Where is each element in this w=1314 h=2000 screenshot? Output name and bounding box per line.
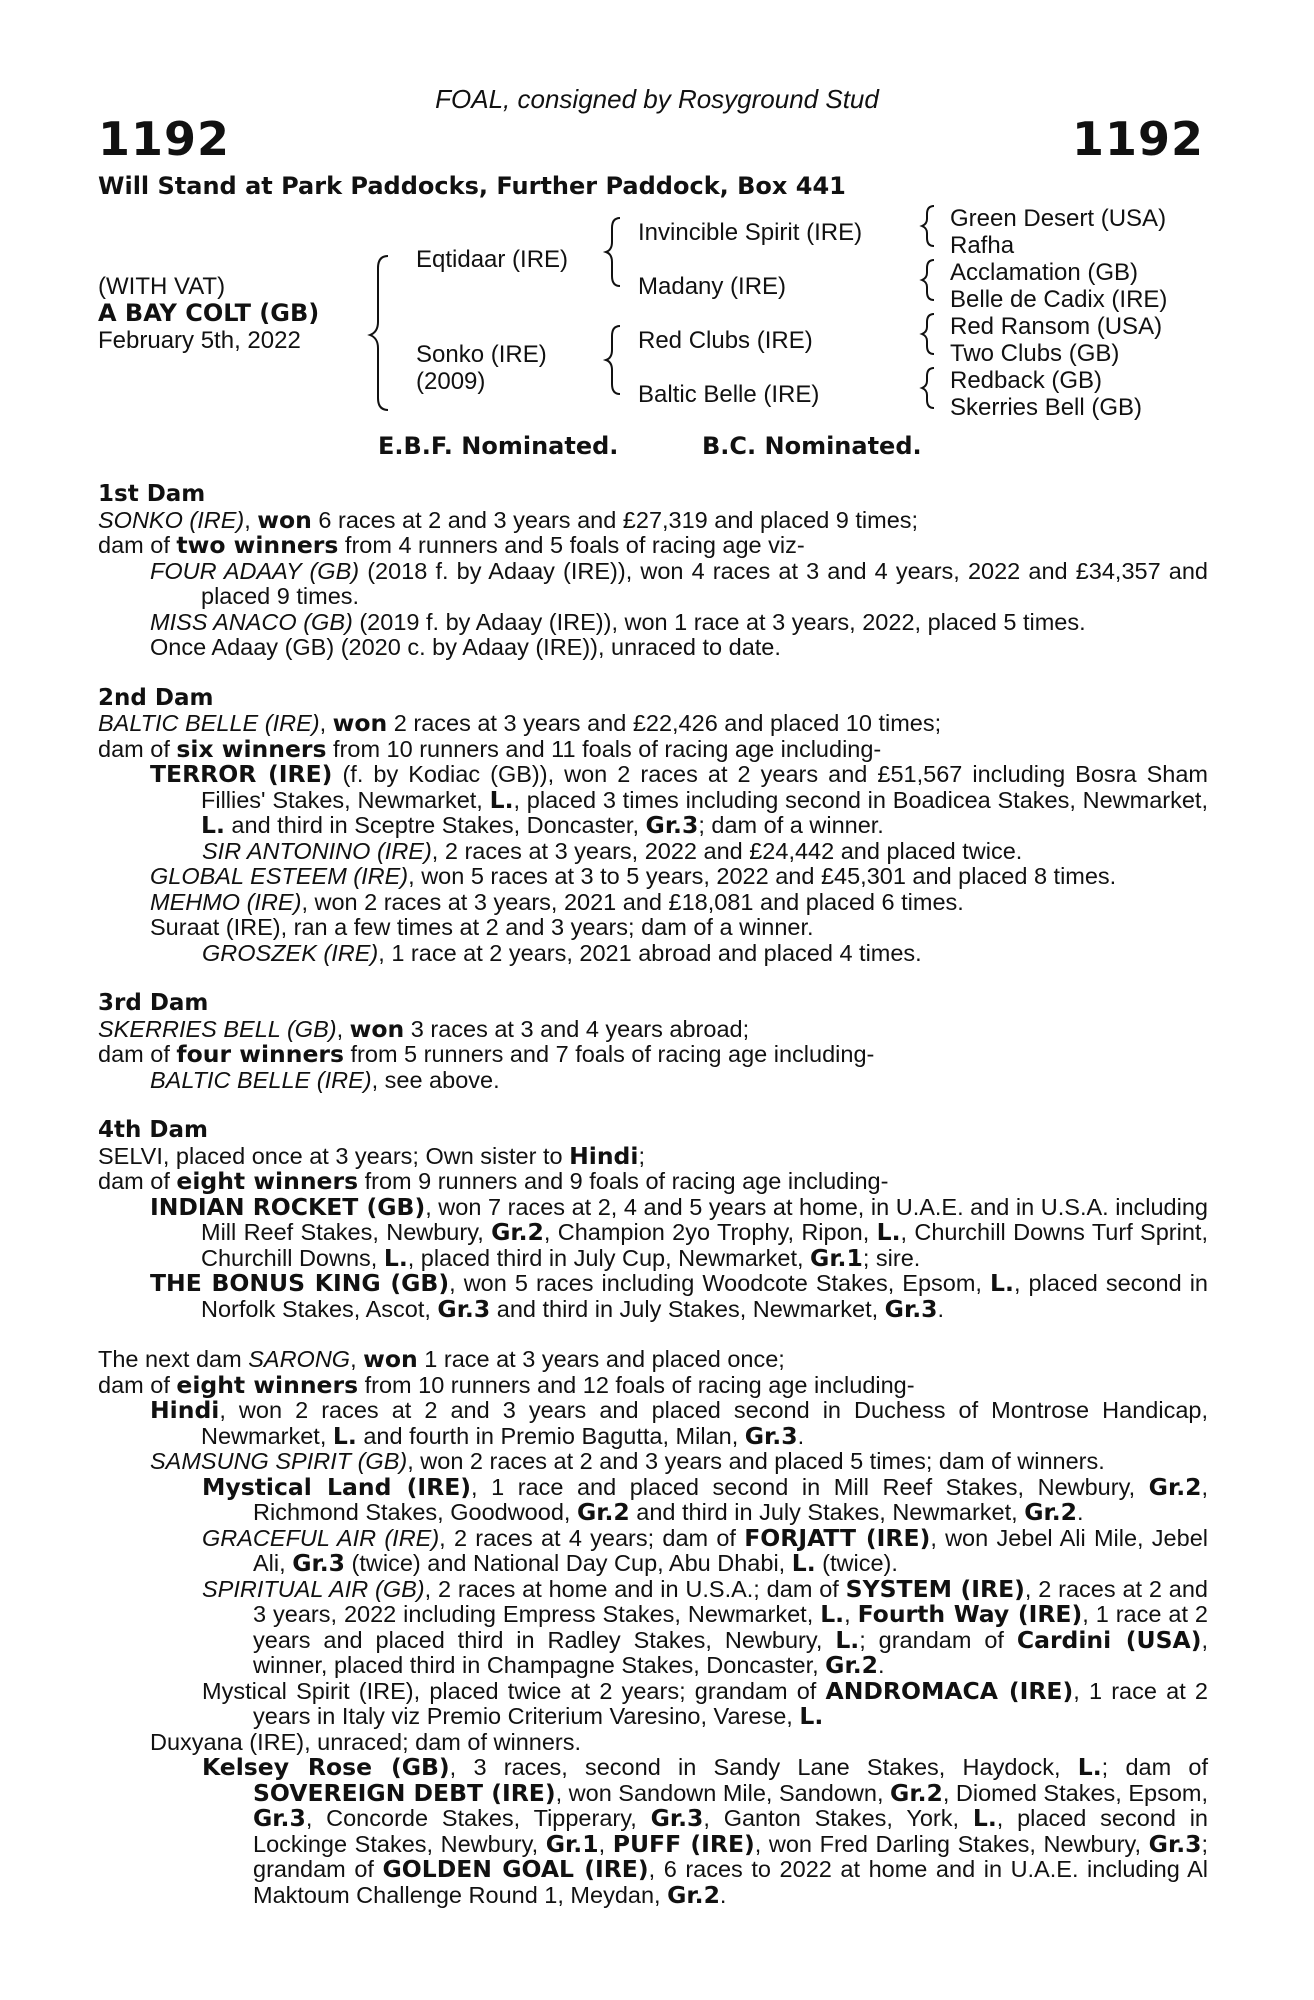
listed-mark: L. — [489, 785, 514, 814]
text: . — [877, 1652, 885, 1678]
text: , Champion 2yo Trophy, Ripon, — [543, 1219, 877, 1245]
group-mark: Gr.3 — [292, 1549, 345, 1577]
dam-year: (2009) — [416, 368, 486, 395]
text: dam of — [98, 1371, 177, 1398]
produce-entry — [98, 1676, 1208, 1730]
produce-entry — [98, 941, 1208, 967]
listed-mark: L. — [791, 1549, 816, 1577]
dam-sire: Red Clubs (IRE) — [638, 327, 813, 354]
group-mark: Gr.3 — [744, 1421, 798, 1450]
sire-sire: Invincible Spirit (IRE) — [638, 219, 863, 246]
text: , 2 races at home and in U.S.A.; dam of — [424, 1575, 846, 1602]
text: , won 2 races at 3 years, 2021 and £18,081 and placed 6 times. — [301, 888, 964, 915]
text: from 9 runners and 9 foals of racing age including- — [358, 1168, 889, 1194]
produce-entry — [98, 762, 1208, 839]
produce-entry — [98, 1068, 1208, 1094]
text: , winner, placed third in Champagne Stakes, Doncaster, — [253, 1626, 1208, 1678]
dam-record: 3 races at 3 and 4 years abroad; — [404, 1015, 750, 1042]
text: , won 7 races at 2, 4 and 5 years at home, in U.A.E. and in U.S.A. including Mill Reef Stakes, Newbury, — [201, 1193, 1208, 1245]
text: , won 2 races at 2 and 3 years and placed 5 times; dam of winners. — [407, 1448, 1105, 1474]
listed-mark: L. — [1077, 1753, 1102, 1781]
listed-mark: L. — [876, 1218, 901, 1246]
second-dam-section: 2nd Dam BALTIC BELLE (IRE), won 2 races at 3 years and £22,426 and placed 10 times; dam of six winners from 10 runners and 11 foals of racing age including- TERROR (IRE) (f. by Kodiac (GB)), won 2 races at 2 years and £51,567 including Bosra Sham Fillies' Stakes, Newmarket, L., placed 3 times including second in Boadicea Stakes, Newmarket, L. and third in Sceptre Stakes, Doncaster, Gr.3; dam of a winner. SIR ANTONINO (IRE), 2 races at 3 years, 2022 and £24,442 and placed twice. GLOBAL ESTEEM (IRE), won 5 races at 3 to 5 years, 2022 and £45,301 and placed 8 times. MEHMO (IRE), won 2 races at 3 years, 2021 and £18,081 and placed 6 times. Suraat (IRE), ran a few times at 2 and 3 years; dam of a winner. GROSZEK (IRE), 1 race at 2 years, 2021 abroad and placed 4 times. — [98, 684, 1208, 966]
horse-name: FORJATT (IRE) — [744, 1523, 931, 1552]
group-mark: Gr.3 — [437, 1294, 491, 1323]
text: and third in July Stakes, Newmarket, — [490, 1295, 885, 1322]
text: , won Jebel Ali Mile, Jebel Ali, — [253, 1524, 1208, 1576]
produce-entry — [98, 1271, 1208, 1322]
vat-note: (WITH VAT) — [98, 273, 226, 300]
text: and third in July Stakes, Newmarket, — [629, 1499, 1025, 1525]
group-mark: Gr.2 — [576, 1498, 630, 1526]
horse-name: SYSTEM (IRE) — [845, 1574, 1025, 1603]
text: , 1 race at 2 years and placed third in Radley Stakes, Newbury, — [253, 1601, 1208, 1653]
text: The next dam — [98, 1346, 249, 1372]
group-mark: Gr.3 — [645, 811, 699, 839]
text: , won 2 races at 2 and 3 years and placed second in Duchess of Montrose Handicap, Newmarket, — [201, 1397, 1208, 1449]
produce-entry: Once Adaay (GB) (2020 c. by Adaay (IRE)), unraced to date. — [150, 634, 781, 660]
group-mark: Gr.1 — [810, 1243, 863, 1272]
horse-name: Fourth Way (IRE) — [857, 1600, 1083, 1628]
winners-count: four winners — [176, 1040, 344, 1068]
produce-entry — [98, 1449, 1208, 1475]
fourth-dam-section — [98, 1118, 1208, 1322]
lot-title: A BAY COLT (GB) — [98, 299, 320, 327]
text: ; grandam of — [859, 1626, 1017, 1653]
listed-mark: L. — [835, 1625, 860, 1654]
horse-name: ANDROMACA (IRE) — [825, 1676, 1074, 1705]
group-mark: Gr.3 — [884, 1294, 938, 1323]
produce-entry: Duxyana (IRE), unraced; dam of winners. — [150, 1728, 582, 1755]
produce-entry — [98, 890, 1208, 916]
group-mark: Gr.2 — [1148, 1472, 1202, 1501]
stand-location: Will Stand at Park Paddocks, Further Paddock, Box 441 — [98, 172, 846, 200]
produce-entry — [98, 1574, 1208, 1679]
text: , won 5 races including Woodcote Stakes, Epsom, — [449, 1270, 991, 1296]
group-mark: Gr.2 — [667, 1880, 720, 1909]
gg-2: Rafha — [950, 232, 1015, 259]
text: , — [350, 1346, 364, 1372]
lot-number-right: 1192 — [1071, 112, 1204, 166]
horse-name: INDIAN ROCKET (GB) — [150, 1192, 426, 1221]
text: , Ganton Stakes, York, — [703, 1805, 973, 1831]
text: , 1 race at 2 years in Italy viz Premio Criterium Varesino, Varese, — [253, 1677, 1208, 1729]
horse-name: MEHMO (IRE) — [150, 888, 302, 915]
text: , placed second in Norfolk Stakes, Ascot, — [201, 1270, 1209, 1322]
dam: Sonko (IRE) — [416, 341, 547, 368]
won-label: won — [257, 505, 312, 534]
section-title: 1st Dam — [98, 481, 206, 507]
gg-3: Acclamation (GB) — [950, 259, 1139, 286]
text: . — [797, 1422, 805, 1449]
text: ; sire. — [862, 1244, 921, 1271]
text: , see above. — [371, 1066, 500, 1093]
group-mark: Gr.2 — [1024, 1498, 1078, 1526]
group-mark: Gr.1 — [545, 1829, 599, 1858]
produce-entry — [98, 839, 1208, 865]
text: from 10 runners and 12 foals of racing age including- — [358, 1371, 915, 1398]
text: dam of — [98, 735, 177, 762]
text: (twice). — [815, 1550, 898, 1576]
horse-name: Cardini (USA) — [1016, 1625, 1202, 1654]
text: (twice) and National Day Cup, Abu Dhabi, — [345, 1550, 792, 1576]
text: (2019 f. by Adaay (IRE)), won 1 race at 3 years, 2022, placed 5 times. — [352, 608, 1086, 635]
text: Mystical Spirit (IRE), placed twice at 2 years; grandam of — [202, 1677, 826, 1704]
listed-mark: L. — [799, 1702, 824, 1730]
listed-mark: L. — [332, 1421, 357, 1450]
group-mark: Gr.3 — [650, 1804, 704, 1832]
text: dam of — [98, 1168, 177, 1194]
text: dam of — [98, 532, 177, 558]
gg-5: Red Ransom (USA) — [950, 313, 1163, 340]
winners-count: eight winners — [176, 1370, 359, 1399]
text: , placed second in Lockinge Stakes, Newbury, — [253, 1805, 1209, 1857]
gg-6: Two Clubs (GB) — [950, 340, 1120, 367]
bc-nomination: B.C. Nominated. — [702, 432, 922, 460]
horse-name: GROSZEK (IRE) — [202, 939, 379, 966]
won-label: won — [349, 1014, 405, 1043]
ebf-nomination: E.B.F. Nominated. — [378, 432, 619, 460]
winners-count: eight winners — [176, 1167, 359, 1195]
text: ; grandam of — [253, 1830, 1209, 1882]
produce-entry — [98, 1523, 1208, 1577]
gg-4: Belle de Cadix (IRE) — [950, 286, 1168, 313]
dam-name: BALTIC BELLE (IRE) — [98, 710, 320, 736]
produce-entry — [98, 1755, 1208, 1908]
text: , — [844, 1601, 858, 1627]
horse-name: GLOBAL ESTEEM (IRE) — [150, 863, 409, 889]
text: from 4 runners and 5 foals of racing age viz- — [338, 532, 805, 558]
won-label: won — [363, 1345, 418, 1373]
gg-1: Green Desert (USA) — [950, 205, 1167, 232]
text: , won 5 races at 3 to 5 years, 2022 and £45,301 and placed 8 times. — [408, 863, 1117, 889]
group-mark: Gr.2 — [890, 1778, 943, 1807]
dam-record: 1 race at 3 years and placed once; — [417, 1346, 785, 1372]
section-title: 4th Dam — [98, 1117, 208, 1143]
text: , Churchill Downs Turf Sprint, Churchill Downs, — [201, 1219, 1208, 1271]
text: from 5 runners and 7 foals of racing age including- — [344, 1041, 875, 1067]
produce-entry — [98, 1192, 1208, 1272]
text: , 2 races at 3 years, 2022 and £24,442 and placed twice. — [431, 837, 1023, 864]
horse-name: SPIRITUAL AIR (GB) — [202, 1575, 425, 1602]
text: dam of — [98, 1041, 177, 1067]
dam-record: 2 races at 3 years and £22,426 and placed 10 times; — [387, 710, 942, 736]
text: , won Sandown Mile, Sandown, — [555, 1779, 891, 1806]
dam-name: SONKO (IRE) — [98, 506, 245, 533]
group-mark: Gr.2 — [491, 1218, 544, 1246]
produce-entry — [98, 559, 1208, 610]
lot-number-left: 1192 — [98, 112, 231, 166]
text: , 3 races, second in Sandy Lane Stakes, Haydock, — [449, 1754, 1078, 1780]
listed-mark: L. — [820, 1600, 845, 1628]
section-title: 2nd Dam — [98, 684, 214, 711]
gg-8: Skerries Bell (GB) — [950, 394, 1143, 421]
text: . — [1077, 1499, 1084, 1525]
text: , — [598, 1830, 613, 1857]
text: (2018 f. by Adaay (IRE)), won 4 races at 3 and 4 years, 2022 and £34,357 and placed 9 times. — [201, 557, 1208, 609]
dam-record: 6 races at 2 and 3 years and £27,319 and placed 9 times; — [311, 506, 919, 533]
first-dam-section: 1st Dam SONKO (IRE), won 6 races at 2 and 3 years and £27,319 and placed 9 times; dam of two winners from 4 runners and 5 foals of racing age viz- FOUR ADAAY (GB) (2018 f. by Adaay (IRE)), won 4 races at 3 and 4 years, 2022 and £34,357 and placed 9 times. MISS ANACO (GB) (2019 f. by Adaay (IRE)), won 1 race at 3 years, 2022, placed 5 times. Once Adaay (GB) (2020 c. by Adaay (IRE)), unraced to date. — [98, 481, 1208, 660]
listed-mark: L. — [383, 1243, 408, 1272]
horse-name: TERROR (IRE) — [150, 760, 333, 788]
text: ; dam of — [1101, 1754, 1208, 1780]
gg-7: Redback (GB) — [950, 367, 1103, 394]
section-title: 3rd Dam — [98, 990, 209, 1016]
horse-name: Mystical Land (IRE) — [202, 1472, 471, 1501]
listed-mark: L. — [972, 1804, 997, 1832]
horse-name: SAMSUNG SPIRIT (GB) — [150, 1448, 408, 1474]
text: , 1 race at 2 years, 2021 abroad and placed 4 times. — [378, 939, 922, 966]
produce-entry — [98, 1472, 1209, 1526]
consignor-line: FOAL, consigned by Rosyground Stud — [435, 84, 879, 114]
text: (f. by Kodiac (GB)), won 2 races at 2 years and £51,567 including Bosra Sham Fillies' Stakes, Newmarket, — [201, 761, 1208, 813]
horse-name: SIR ANTONINO (IRE) — [202, 837, 432, 864]
group-mark: Gr.3 — [1148, 1829, 1202, 1858]
text: , 2 races at 4 years; dam of — [439, 1524, 745, 1551]
text: and fourth in Premio Bagutta, Milan, — [356, 1422, 745, 1449]
sire-dam: Madany (IRE) — [638, 273, 787, 300]
produce-entry — [98, 864, 1208, 890]
horse-name: GRACEFUL AIR (IRE) — [202, 1524, 440, 1551]
text: , 1 race and placed second in Mill Reef Stakes, Newbury, — [471, 1473, 1149, 1500]
text: from 10 runners and 11 foals of racing age including- — [326, 735, 882, 762]
listed-mark: L. — [201, 811, 225, 839]
won-label: won — [332, 709, 388, 737]
foaling-date: February 5th, 2022 — [98, 327, 301, 354]
horse-name: SOVEREIGN DEBT (IRE) — [253, 1778, 556, 1807]
horse-name: Kelsey Rose (GB) — [202, 1753, 450, 1781]
group-mark: Gr.3 — [253, 1804, 306, 1832]
sire: Eqtidaar (IRE) — [416, 246, 569, 273]
text: , 2 races at 2 and 3 years, 2022 including Empress Stakes, Newmarket, — [253, 1575, 1208, 1627]
text: , Concorde Stakes, Tipperary, — [305, 1805, 651, 1831]
produce-entry — [98, 1398, 1208, 1449]
horse-name: GOLDEN GOAL (IRE) — [382, 1855, 649, 1883]
text: , placed 3 times including second in Boadicea Stakes, Newmarket, — [513, 786, 1208, 813]
listed-mark: L. — [990, 1269, 1014, 1297]
text: and third in Sceptre Stakes, Doncaster, — [224, 812, 646, 838]
horse-name: Hindi — [150, 1396, 220, 1424]
next-dam-section — [98, 1347, 1208, 1908]
text: , 6 races to 2022 at home and in U.A.E. including Al Maktoum Challenge Round 1, Meydan, — [253, 1856, 1208, 1908]
text: ; — [638, 1142, 645, 1169]
dam-name: SARONG — [248, 1346, 351, 1372]
dam-dam: Baltic Belle (IRE) — [638, 381, 820, 408]
text: ; dam of a winner. — [698, 812, 884, 838]
dam-name: SKERRIES BELL (GB) — [98, 1015, 337, 1042]
horse-name: BALTIC BELLE (IRE) — [150, 1066, 372, 1093]
winners-count: six winners — [176, 734, 327, 763]
catalogue-body — [98, 482, 1208, 1908]
text: , won Fred Darling Stakes, Newbury, — [754, 1830, 1149, 1857]
text: SELVI, placed once at 3 years; Own sister to — [98, 1142, 570, 1169]
produce-entry — [98, 610, 1208, 636]
text: , placed third in July Cup, Newmarket, — [407, 1244, 811, 1271]
text: , Richmond Stakes, Goodwood, — [253, 1473, 1209, 1525]
horse-name: PUFF (IRE) — [612, 1829, 755, 1858]
horse-name: FOUR ADAAY (GB) — [150, 557, 360, 584]
group-mark: Gr.2 — [825, 1651, 878, 1679]
horse-name: THE BONUS KING (GB) — [150, 1269, 450, 1297]
third-dam-section: 3rd Dam SKERRIES BELL (GB), won 3 races at 3 and 4 years abroad; dam of four winners from 5 runners and 7 foals of racing age including- BALTIC BELLE (IRE), see above. — [98, 991, 1208, 1093]
text: , Diomed Stakes, Epsom, — [942, 1779, 1208, 1806]
text: . — [719, 1881, 727, 1908]
horse-name: MISS ANACO (GB) — [150, 608, 353, 635]
text: . — [937, 1295, 945, 1322]
produce-entry: Suraat (IRE), ran a few times at 2 and 3 years; dam of a winner. — [150, 914, 814, 940]
horse-name: Hindi — [569, 1141, 639, 1170]
winners-count: two winners — [176, 531, 339, 559]
